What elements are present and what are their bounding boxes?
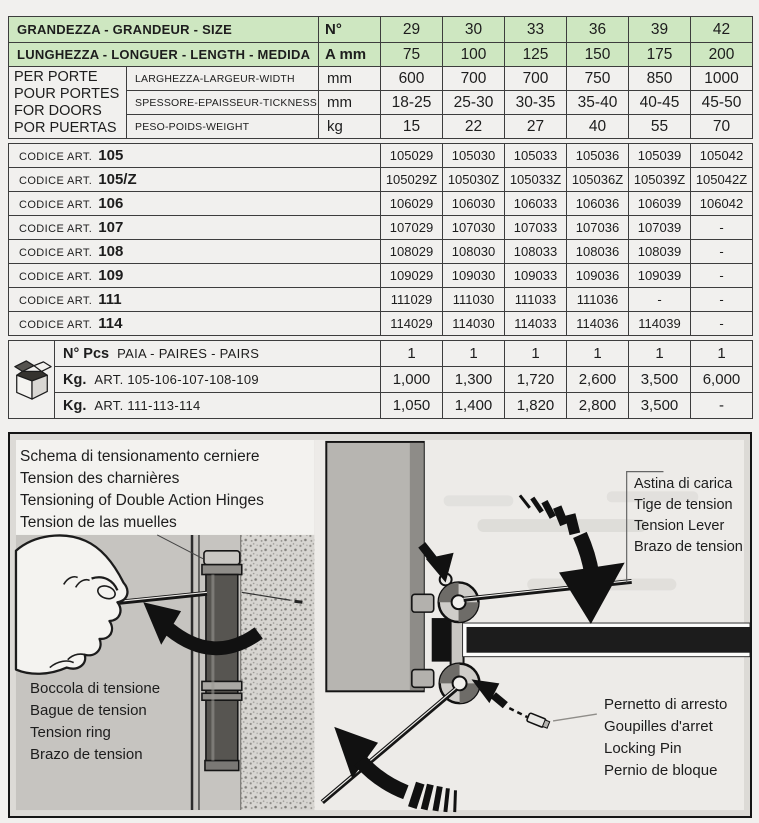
- value-cell: 700: [505, 67, 567, 91]
- codice-number: 106: [98, 194, 124, 212]
- length-row-label: LUNGHEZZA - LONGUER - LENGTH - MEDIDA: [9, 43, 319, 67]
- value-cell: 111036: [567, 288, 629, 312]
- value-cell: 108030: [443, 240, 505, 264]
- value-cell: 42: [691, 17, 753, 43]
- door-thickness-label: SPESSORE-EPAISSEUR-TICKNESS: [127, 91, 319, 115]
- value-cell: 109030: [443, 264, 505, 288]
- value-cell: 105036: [567, 144, 629, 168]
- text-line: Pernetto di arresto: [604, 696, 728, 713]
- value-cell: 106033: [505, 192, 567, 216]
- value-cell: 109036: [567, 264, 629, 288]
- codice-number: 105/Z: [98, 170, 137, 188]
- value-cell: -: [691, 216, 753, 240]
- value-cell: 105033Z: [505, 168, 567, 192]
- value-cell: 107036: [567, 216, 629, 240]
- value-cell: 100: [443, 43, 505, 67]
- value-cell: 75: [381, 43, 443, 67]
- door-thickness-unit: mm: [319, 91, 381, 115]
- codice-prefix: CODICE ART.: [19, 150, 93, 163]
- table-row: [9, 216, 753, 240]
- value-cell: 35-40: [567, 91, 629, 115]
- value-cell: 2,600: [567, 367, 629, 393]
- wall-texture: [241, 535, 315, 810]
- value-cell: 107039: [629, 216, 691, 240]
- codice-label: [9, 216, 381, 240]
- value-cell: 29: [381, 17, 443, 43]
- text-line: FOR DOORS: [14, 102, 102, 119]
- text-line: Pernio de bloque: [604, 762, 718, 779]
- value-cell: 114039: [629, 312, 691, 336]
- value-cell: 111029: [381, 288, 443, 312]
- value-cell: 108039: [629, 240, 691, 264]
- table-row: [9, 144, 753, 168]
- value-cell: 106030: [443, 192, 505, 216]
- text-line: Locking Pin: [604, 740, 682, 757]
- value-cell: 114033: [505, 312, 567, 336]
- value-cell: 105030Z: [443, 168, 505, 192]
- value-cell: 700: [443, 67, 505, 91]
- value-cell: 36: [567, 17, 629, 43]
- value-cell: 108033: [505, 240, 567, 264]
- value-cell: 1: [505, 341, 567, 367]
- value-cell: 1: [443, 341, 505, 367]
- table-row: [9, 192, 753, 216]
- value-cell: 27: [505, 115, 567, 139]
- value-cell: 106039: [629, 192, 691, 216]
- text-line: Tension ring: [30, 724, 111, 741]
- value-cell: 1,300: [443, 367, 505, 393]
- codice-label: [9, 192, 381, 216]
- value-cell: 55: [629, 115, 691, 139]
- table-row: [9, 264, 753, 288]
- text-line: Tension Lever: [634, 518, 725, 534]
- tensioning-diagram-panel: [8, 432, 752, 818]
- size-unit: N°: [319, 17, 381, 43]
- size-row: [9, 17, 753, 43]
- text-line: Bague de tension: [30, 702, 147, 719]
- value-cell: 111033: [505, 288, 567, 312]
- value-cell: 109029: [381, 264, 443, 288]
- codice-prefix: CODICE ART.: [19, 318, 93, 331]
- table-row: [9, 240, 753, 264]
- value-cell: 105033: [505, 144, 567, 168]
- codice-label: [9, 288, 381, 312]
- value-cell: 1: [691, 341, 753, 367]
- text-line: Boccola di tensione: [30, 680, 161, 697]
- pairs-label-rest: PAIA - PAIRES - PAIRS: [117, 345, 260, 361]
- value-cell: -: [691, 264, 753, 288]
- codice-number: 108: [98, 242, 124, 260]
- locking-pin-label: [604, 694, 727, 782]
- text-line: Schema di tensionamento cerniere: [20, 448, 260, 465]
- door-group-label: [9, 67, 127, 139]
- value-cell: 600: [381, 67, 443, 91]
- value-cell: 105036Z: [567, 168, 629, 192]
- value-cell: 30-35: [505, 91, 567, 115]
- value-cell: 750: [567, 67, 629, 91]
- codice-number: 107: [98, 218, 124, 236]
- value-cell: 105039Z: [629, 168, 691, 192]
- mounting-bolt: [412, 670, 434, 688]
- pairs-row: [9, 341, 753, 367]
- value-cell: 2,800: [567, 393, 629, 419]
- text-line: Tige de tension: [634, 497, 733, 513]
- text-line: POR PUERTAS: [14, 119, 117, 136]
- value-cell: 105042: [691, 144, 753, 168]
- value-cell: 109033: [505, 264, 567, 288]
- value-cell: 25-30: [443, 91, 505, 115]
- table-row: [9, 288, 753, 312]
- hinge-barrel: [202, 551, 242, 771]
- door-weight-label: PESO-POIDS-WEIGHT: [127, 115, 319, 139]
- door-panel: [463, 623, 750, 657]
- value-cell: -: [691, 288, 753, 312]
- codice-prefix: CODICE ART.: [19, 294, 93, 307]
- value-cell: 106042: [691, 192, 753, 216]
- value-cell: 111030: [443, 288, 505, 312]
- weight-label-2: [55, 393, 381, 419]
- value-cell: 105042Z: [691, 168, 753, 192]
- value-cell: 1: [629, 341, 691, 367]
- codice-prefix: CODICE ART.: [19, 222, 93, 235]
- text-line: Tensioning of Double Action Hinges: [20, 492, 264, 509]
- codice-prefix: CODICE ART.: [19, 270, 93, 283]
- value-cell: 39: [629, 17, 691, 43]
- value-cell: 114030: [443, 312, 505, 336]
- mounting-bolt: [412, 594, 434, 612]
- value-cell: 108029: [381, 240, 443, 264]
- value-cell: -: [691, 393, 753, 419]
- size-row-label: GRANDEZZA - GRANDEUR - SIZE: [9, 17, 319, 43]
- value-cell: 6,000: [691, 367, 753, 393]
- spec-tables: [8, 16, 752, 423]
- value-cell: 105029Z: [381, 168, 443, 192]
- value-cell: 1,000: [381, 367, 443, 393]
- text-line: Brazo de tension: [30, 746, 143, 763]
- codice-prefix: CODICE ART.: [19, 246, 93, 259]
- value-cell: 33: [505, 17, 567, 43]
- codice-label: [9, 240, 381, 264]
- text-line: PER PORTE: [14, 68, 98, 85]
- codice-prefix: CODICE ART.: [19, 174, 93, 187]
- value-cell: 850: [629, 67, 691, 91]
- value-cell: 15: [381, 115, 443, 139]
- value-cell: 1: [381, 341, 443, 367]
- value-cell: 45-50: [691, 91, 753, 115]
- text-line: Goupilles d'arret: [604, 718, 713, 735]
- codice-number: 105: [98, 146, 124, 164]
- value-cell: -: [691, 312, 753, 336]
- package-icon-cell: [9, 341, 55, 419]
- door-weight-unit: kg: [319, 115, 381, 139]
- package-icon: [11, 357, 53, 403]
- length-row: [9, 43, 753, 67]
- value-cell: -: [629, 288, 691, 312]
- codice-table: [8, 143, 753, 336]
- codice-label: [9, 264, 381, 288]
- packaging-table: [8, 340, 753, 419]
- door-width-unit: mm: [319, 67, 381, 91]
- value-cell: 40-45: [629, 91, 691, 115]
- value-cell: 40: [567, 115, 629, 139]
- value-cell: 107030: [443, 216, 505, 240]
- value-cell: -: [691, 240, 753, 264]
- value-cell: 109039: [629, 264, 691, 288]
- text-line: Astina di carica: [634, 476, 733, 492]
- value-cell: 1000: [691, 67, 753, 91]
- value-cell: 175: [629, 43, 691, 67]
- door-width-row: [9, 67, 753, 91]
- value-cell: 150: [567, 43, 629, 67]
- value-cell: 3,500: [629, 367, 691, 393]
- value-cell: 1,820: [505, 393, 567, 419]
- value-cell: 30: [443, 17, 505, 43]
- tension-ring-label: [30, 678, 160, 766]
- value-cell: 106036: [567, 192, 629, 216]
- weight-label-1: [55, 367, 381, 393]
- door-width-label: LARGHEZZA-LARGEUR-WIDTH: [127, 67, 319, 91]
- weight-label-bold: Kg.: [63, 397, 87, 414]
- door-post: [326, 442, 423, 691]
- value-cell: 3,500: [629, 393, 691, 419]
- tension-lever-label: [634, 474, 743, 558]
- codice-number: 114: [98, 314, 123, 332]
- value-cell: 106029: [381, 192, 443, 216]
- table-row: [9, 312, 753, 336]
- value-cell: 18-25: [381, 91, 443, 115]
- value-cell: 105030: [443, 144, 505, 168]
- value-cell: 107029: [381, 216, 443, 240]
- weight-row-1: [9, 367, 753, 393]
- pairs-label-bold: N° Pcs: [63, 345, 110, 362]
- length-unit: A mm: [319, 43, 381, 67]
- codice-number: 109: [98, 266, 124, 284]
- value-cell: 22: [443, 115, 505, 139]
- diagram-title: [20, 446, 264, 534]
- value-cell: 70: [691, 115, 753, 139]
- table-row: [9, 168, 753, 192]
- text-line: Tension des charnières: [20, 470, 180, 487]
- value-cell: 105029: [381, 144, 443, 168]
- value-cell: 1: [567, 341, 629, 367]
- codice-label: [9, 312, 381, 336]
- value-cell: 108036: [567, 240, 629, 264]
- pairs-label: [55, 341, 381, 367]
- text-line: Tension de las muelles: [20, 514, 177, 531]
- codice-prefix: CODICE ART.: [19, 198, 93, 211]
- weight-row-2: [9, 393, 753, 419]
- value-cell: 1,050: [381, 393, 443, 419]
- codice-label: [9, 144, 381, 168]
- weight-label-rest: ART. 111-113-114: [94, 397, 201, 413]
- codice-label: [9, 168, 381, 192]
- value-cell: 105039: [629, 144, 691, 168]
- text-line: Brazo de tension: [634, 539, 743, 555]
- codice-number: 111: [98, 290, 122, 308]
- value-cell: 107033: [505, 216, 567, 240]
- value-cell: 200: [691, 43, 753, 67]
- size-table: [8, 16, 753, 139]
- value-cell: 125: [505, 43, 567, 67]
- weight-label-bold: Kg.: [63, 371, 87, 388]
- text-line: POUR PORTES: [14, 85, 120, 102]
- value-cell: 114029: [381, 312, 443, 336]
- weight-label-rest: ART. 105-106-107-108-109: [94, 371, 259, 387]
- value-cell: 1,400: [443, 393, 505, 419]
- value-cell: 114036: [567, 312, 629, 336]
- value-cell: 1,720: [505, 367, 567, 393]
